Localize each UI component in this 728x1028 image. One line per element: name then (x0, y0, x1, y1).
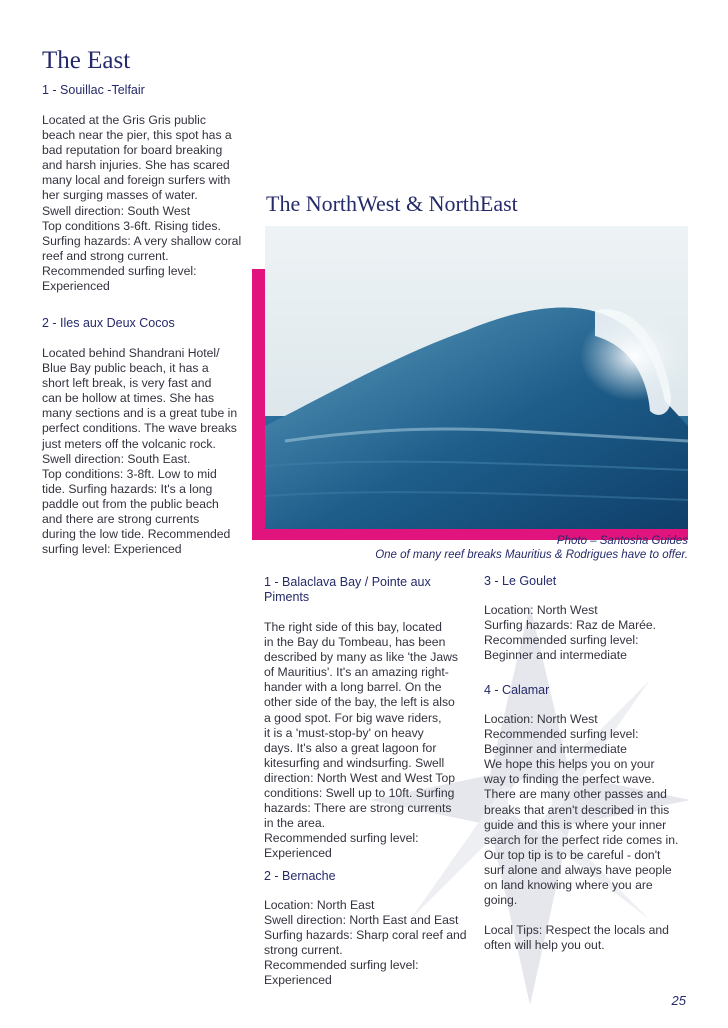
surf-spot-calamar (484, 683, 694, 908)
surf-spot-souillac (42, 83, 247, 294)
spot-description: Located at the Gris Gris public beach near the pier, this spot has a bad reputation for board breaking and harsh injuries. She has scared many local and foreign surfers with her surging masses of water. Swell direction: South West Top conditions 3-6ft. Rising tides. Surfing hazards: A very shallow coral reef and strong current. Recommended surfing level: Experienced (42, 113, 242, 294)
spot-description: Location: North East Swell direction: North East and East Surfing hazards: Sharp coral reef and strong current. Recommended surfing level: Experienced (264, 898, 467, 988)
spot-title: 1 - Souillac -Telfair (42, 83, 145, 97)
spot-description: The right side of this bay, located in the Bay du Tombeau, has been described by many as like 'the Jaws of Mauritius'. It's an amazing right- hander with a long barrel. On the other side of the bay, the left is also a good spot. For big wave riders, it is a 'must-stop-by' on heavy days. It's also a great lagoon for kitesurfing and windsurfing. Swell direction: North West and West Top conditions: Swell up to 10ft. Surfing hazards: There are strong currents in the area. Recommended surfing level: Experienced (264, 620, 459, 861)
surf-spot-balaclava (264, 575, 474, 862)
spot-title: 3 - Le Goulet (484, 574, 557, 588)
local-tips: Local Tips: Respect the locals and often will help you out. (484, 923, 669, 953)
page-number: 25 (671, 993, 686, 1008)
spot-title: 2 - Bernache (264, 869, 336, 883)
surf-spot-bernache (264, 869, 474, 989)
photo-credit: Photo – Santosha Guides (556, 535, 688, 547)
spot-title: 4 - Calamar (484, 683, 550, 697)
surf-spot-deux-cocos (42, 316, 247, 557)
surf-spot-le-goulet (484, 574, 694, 663)
section-title-east: The East (42, 47, 131, 74)
photo-caption: One of many reef breaks Mauritius & Rodrigues have to offer. (375, 549, 688, 561)
spot-title: 2 - Iles aux Deux Cocos (42, 316, 175, 330)
spot-title: 1 - Balaclava Bay / Pointe aux Piments (264, 575, 431, 604)
spot-description: Location: North West Recommended surfing level: Beginner and intermediate We hope this helps you on your way to finding the perfect wave. There are many other passes and breaks that aren't described in this guide and this is where your inner search for the perfect ride comes in. Our top tip is to be careful - don't surf alone and always have people on land knowing where you are going. (484, 712, 679, 908)
spot-description: Located behind Shandrani Hotel/ Blue Bay public beach, it has a short left break, is very fast and can be hollow at times. She has many sections and is a great tube in perfect conditions. The wave breaks just meters off the volcanic rock. Swell direction: South East. Top conditions: 3-8ft. Low to mid tide. Surfing hazards: It's a long paddle out from the public beach and there are strong currents during the low tide. Recommended surfing level: Experienced (42, 346, 238, 557)
section-title-northwest: The NorthWest & NorthEast (266, 191, 518, 216)
spot-description: Location: North West Surfing hazards: Raz de Marée. Recommended surfing level: Beginner and intermediate (484, 603, 657, 663)
wave-photo (265, 226, 688, 529)
accent-bar (252, 269, 265, 540)
